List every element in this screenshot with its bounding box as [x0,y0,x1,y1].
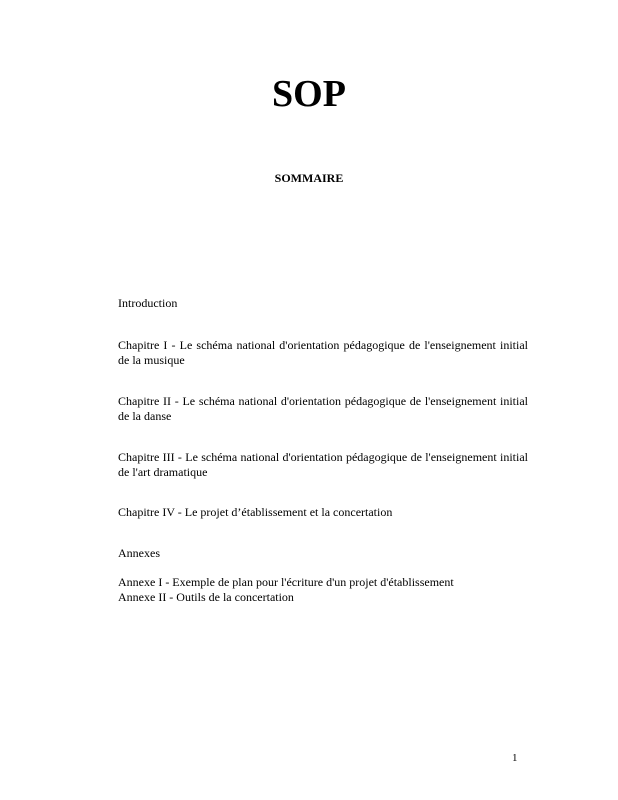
toc-entry-chapitre-2: Chapitre II - Le schéma national d'orientation pédagogique de l'enseignement initial de la danse [118,394,528,423]
toc-entry-chapitre-3: Chapitre III - Le schéma national d'orientation pédagogique de l'enseignement initial de l'art dramatique [118,450,528,479]
toc-entry-annexe-2: Annexe II - Outils de la concertation [118,590,294,604]
toc-entry-annexes: Annexes [118,546,160,560]
toc-entry-introduction: Introduction [118,296,178,310]
page-number: 1 [512,752,518,764]
toc-heading: SOMMAIRE [274,171,344,185]
toc-entry-annexe-1: Annexe I - Exemple de plan pour l'écriture d'un projet d'établissement [118,575,454,589]
toc-entry-chapitre-4: Chapitre IV - Le projet d’établissement et la concertation [118,505,393,519]
document-title: SOP [272,73,346,115]
toc-entry-chapitre-1: Chapitre I - Le schéma national d'orientation pédagogique de l'enseignement initial de la musique [118,338,528,367]
